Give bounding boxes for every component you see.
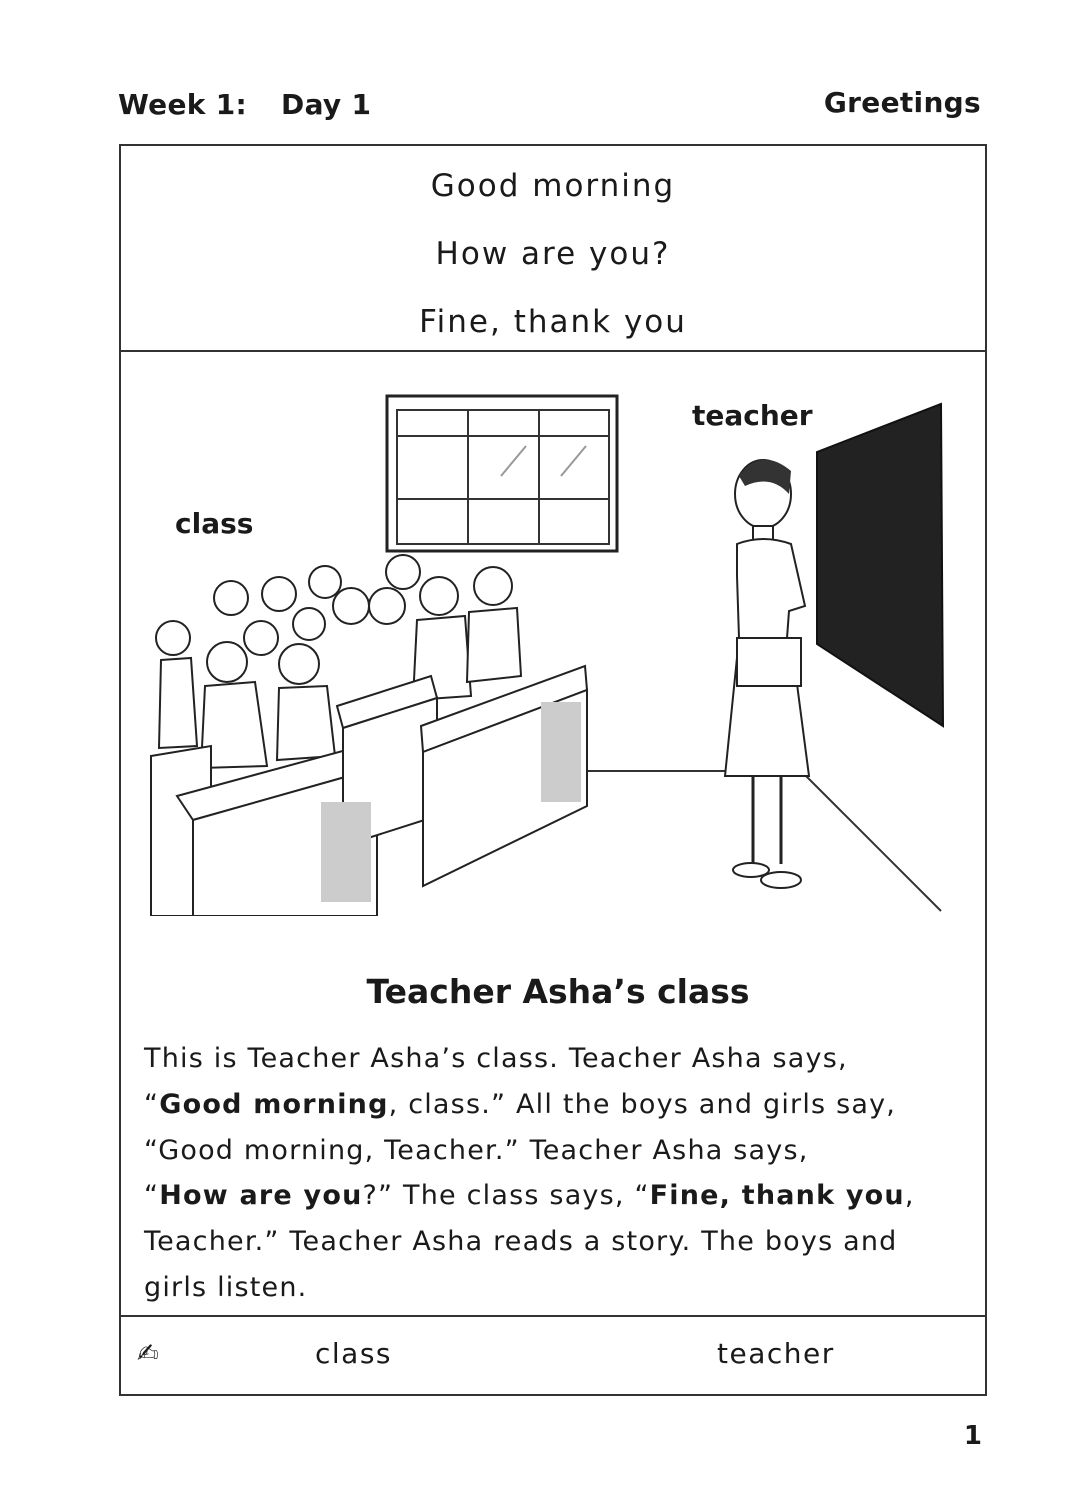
- story-bold-how-are-you: How are you: [159, 1180, 363, 1212]
- teacher-label: teacher: [692, 399, 813, 432]
- story-line-6: Teacher.” Teacher Asha reads a story. The boys and: [144, 1226, 898, 1258]
- classroom-illustration: [141, 376, 951, 916]
- story-line-4: ?” The class says, “: [362, 1180, 650, 1212]
- story-quote-2: “: [144, 1180, 160, 1212]
- story-line-7: girls listen.: [144, 1271, 308, 1303]
- word-box: [121, 1315, 985, 1396]
- word-class: class: [315, 1337, 393, 1370]
- day-label: Day 1: [281, 88, 372, 121]
- story-line-3: “Good morning, Teacher.” Teacher Asha says,: [144, 1134, 809, 1166]
- story-title: Teacher Asha’s class: [366, 972, 750, 1011]
- greeting-line-1: Good morning: [430, 168, 676, 204]
- teacher-figure-icon: [725, 460, 809, 888]
- greeting-line-2: How are you?: [435, 236, 671, 272]
- greeting-line-3: Fine, thank you: [419, 304, 687, 340]
- story-quote-1: “: [144, 1088, 160, 1120]
- page-number: 1: [963, 1421, 982, 1451]
- greetings-box: [121, 146, 985, 352]
- story-bold-fine-thank-you: Fine, thank you: [649, 1180, 905, 1212]
- story-line-5: ,: [904, 1180, 915, 1212]
- week-day-heading: [118, 88, 371, 121]
- blackboard-icon: [817, 404, 943, 726]
- topic-heading: Greetings: [823, 86, 981, 119]
- story-bold-good-morning: Good morning: [159, 1088, 389, 1120]
- story-text: [144, 1036, 974, 1311]
- word-teacher: teacher: [717, 1337, 835, 1370]
- week-label: Week 1:: [118, 88, 248, 121]
- story-line-1: This is Teacher Asha’s class. Teacher Asha says,: [144, 1043, 848, 1074]
- class-label: class: [175, 507, 254, 540]
- pencil-icon: ✍: [137, 1339, 159, 1369]
- lesson-frame: [119, 144, 987, 1396]
- window-icon: [387, 396, 617, 551]
- story-line-2: , class.” All the boys and girls say,: [388, 1088, 897, 1120]
